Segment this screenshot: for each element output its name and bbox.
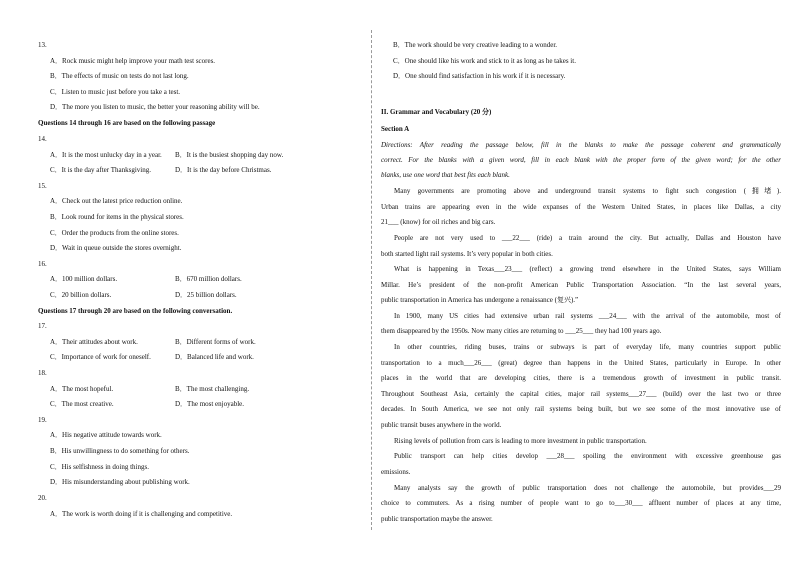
q15-option-d: D．Wait in queue outside the stores overnight. (50, 244, 182, 252)
q15-number: 15. (38, 182, 47, 190)
q17-option-d: D．Balanced life and work. (175, 353, 254, 361)
q14-option-a: A．It is the most unlucky day in a year. (50, 151, 162, 159)
passage-line-18-blank-28: Public transport can help cities develop ___28___ spoiling the environment with excessive greenhouse gas (394, 452, 781, 460)
q20-option-a: A．The work is worth doing if it is challenging and competitive. (50, 510, 233, 518)
passage-line-22: public transportation maybe the answer. (381, 515, 493, 523)
q19-option-c: C．His selfishness in doing things. (50, 463, 149, 471)
q13-number: 13. (38, 41, 47, 49)
q17-option-c: C．Importance of work for oneself. (50, 353, 151, 361)
q15-option-c: C．Order the products from the online stores. (50, 229, 179, 237)
directions-line-3: blanks, use one word that best fits each blank. (381, 171, 510, 179)
passage-line-21-blank-30: choice to commuters. As a rising number of people want to go to___30___ affluent number of places at any time, (381, 499, 781, 507)
q18-option-d: D．The most enjoyable. (175, 400, 245, 408)
column-divider (371, 30, 372, 530)
q16-number: 16. (38, 260, 47, 268)
q14-option-c: C．It is the day after Thanksgiving. (50, 166, 151, 174)
passage-line-14-blank-27: Throughout Southeast Asia, certainly the capital cities, major rail systems___27___ (build) over the last two or three (381, 390, 781, 398)
q18-number: 18. (38, 369, 47, 377)
q19-option-d: D．His misunderstanding about publishing work. (50, 478, 190, 486)
passage-line-19: emissions. (381, 468, 411, 476)
passage-line-1: Many governments are promoting above and underground transit systems to fight such congestion (拥堵). (394, 187, 781, 195)
directions-line-1: Directions: After reading the passage below, fill in the blanks to make the passage coherent and grammatically (381, 141, 781, 149)
q17-option-a: A．Their attitudes about work. (50, 338, 138, 346)
passage-line-9-blank-24: In 1900, many US cities had extensive urban rail systems ___24___ with the arrival of the automobile, most of (394, 312, 781, 320)
q19-number: 19. (38, 416, 47, 424)
passage-line-10-blank-25: them disappeared by the 1950s. Now many cities are returning to ___25___ they had 100 years ago. (381, 327, 662, 335)
q14-option-b: B．It is the busiest shopping day now. (175, 151, 284, 159)
passage-line-8: public transportation in America has undergone a renaissance (复兴).” (381, 296, 579, 304)
q13-option-b: B．The effects of music on tests do not last long. (50, 72, 189, 80)
q16-option-c: C．20 billion dollars. (50, 291, 112, 299)
passage-line-16: public transit buses anywhere in the world. (381, 421, 502, 429)
passage-line-3-blank-21: 21___ (know) for oil riches and big cars. (381, 218, 496, 226)
q16-option-a: A．100 million dollars. (50, 275, 118, 283)
q16-option-b: B．670 million dollars. (175, 275, 242, 283)
q14-option-d: D．It is the day before Christmas. (175, 166, 272, 174)
q20-option-c: C．One should like his work and stick to it as long as he takes it. (393, 57, 576, 65)
heading-questions-14-16: Questions 14 through 16 are based on the following passage (38, 119, 216, 127)
q16-option-d: D．25 billion dollars. (175, 291, 237, 299)
heading-questions-17-20: Questions 17 through 20 are based on the following conversation. (38, 307, 233, 315)
section-a-heading: Section A (381, 125, 410, 133)
passage-line-15: decades. In South America, we see not only rail systems being built, but we see some of the most innovative use of (381, 405, 781, 413)
q18-option-a: A．The most hopeful. (50, 385, 114, 393)
q13-option-a: A．Rock music might help improve your math test scores. (50, 57, 216, 65)
passage-line-20-blank-29: Many analysts say the growth of public transportation does not challenge the automobile, but provides___29 (394, 484, 781, 492)
q20-option-b: B．The work should be very creative leading to a wonder. (393, 41, 558, 49)
q15-option-a: A．Check out the latest price reduction online. (50, 197, 183, 205)
passage-line-5: both started light rail systems. It’s very popular in both cities. (381, 250, 553, 258)
passage-line-13: places in the world that are developing cities, there is a tremendous growth of investment in public transit. (381, 374, 781, 382)
passage-line-2: Urban trains are appearing even in the wide expanses of the Western United States, in places like Dallas, a city (381, 203, 781, 211)
passage-line-12-blank-26: transportation to a much___26___ (great) degree than happens in the United States, particularly in Europe. In other (381, 359, 781, 367)
passage-line-6-blank-23: What is happening in Texas___23___ (reflect) a growing trend elsewhere in the United States, says William (394, 265, 781, 273)
passage-line-7: Millar. He’s president of the non-profit American Public Transportation Association. “In the last several years, (381, 281, 781, 289)
passage-line-17: Rising levels of pollution from cars is leading to more investment in public transportation. (394, 437, 647, 445)
section-title: II. Grammar and Vocabulary (20 分) (381, 108, 492, 116)
q20-option-d: D．One should find satisfaction in his work if it is necessary. (393, 72, 566, 80)
q15-option-b: B．Look round for items in the physical stores. (50, 213, 184, 221)
q19-option-a: A．His negative attitude towards work. (50, 431, 162, 439)
q17-option-b: B．Different forms of work. (175, 338, 256, 346)
q13-option-d: D．The more you listen to music, the better your reasoning ability will be. (50, 103, 260, 111)
q14-number: 14. (38, 135, 47, 143)
q19-option-b: B．His unwillingness to do something for others. (50, 447, 190, 455)
q13-option-c: C．Listen to music just before you take a test. (50, 88, 181, 96)
passage-line-11: In other countries, riding buses, trains or subways is part of everyday life, many countries support public (394, 343, 781, 351)
q18-option-c: C．The most creative. (50, 400, 114, 408)
q20-number: 20. (38, 494, 47, 502)
passage-line-4-blank-22: People are not very used to ___22___ (ride) a train around the city. But actually, Dallas and Houston have (394, 234, 781, 242)
q17-number: 17. (38, 322, 47, 330)
q18-option-b: B．The most challenging. (175, 385, 250, 393)
directions-line-2: correct. For the blanks with a given word, fill in each blank with the proper form of the given word; for the other (381, 156, 781, 164)
